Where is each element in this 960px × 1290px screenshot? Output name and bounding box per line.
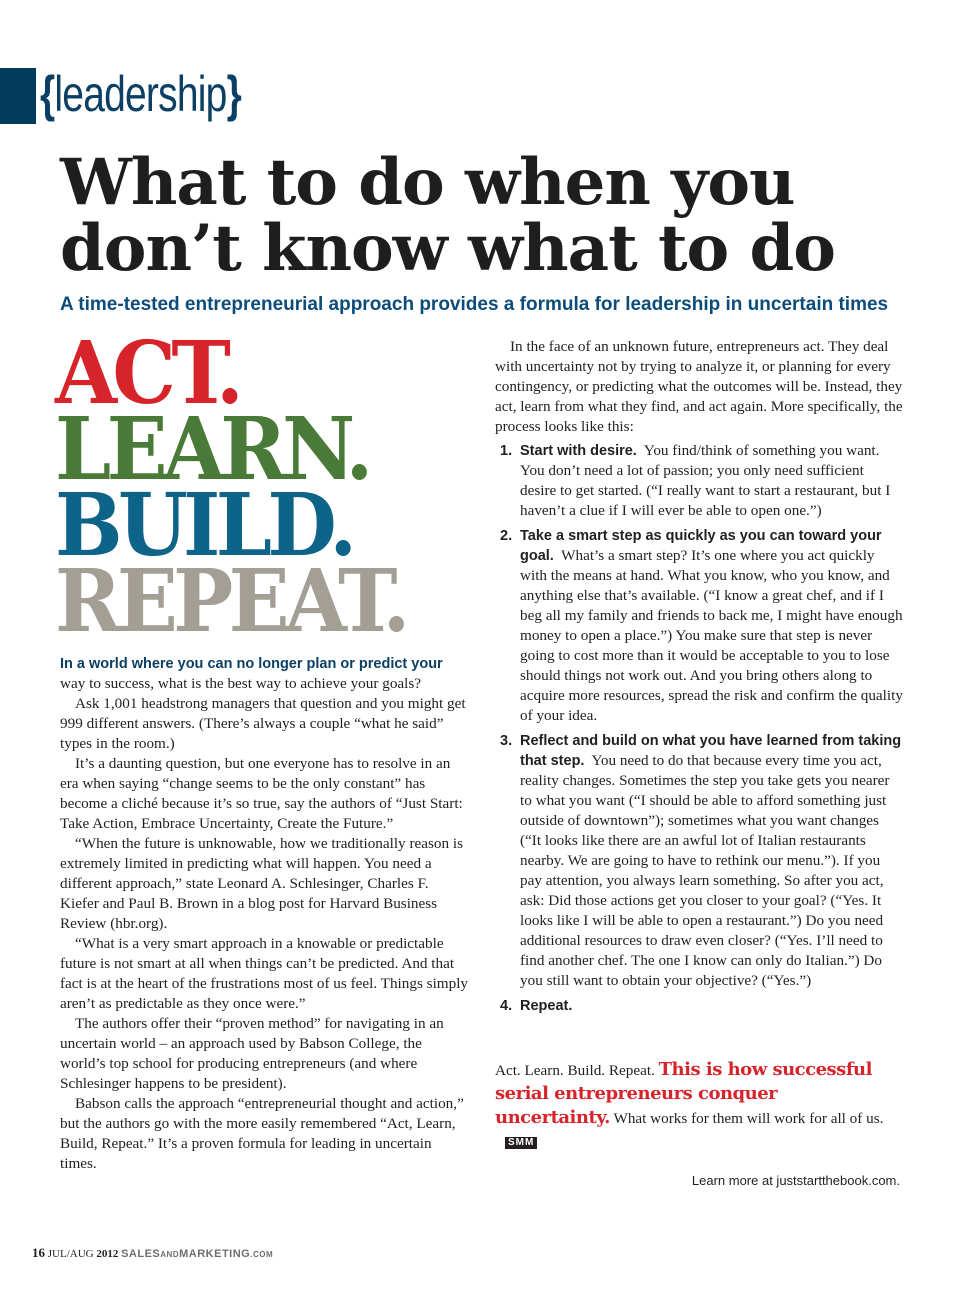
- lead-paragraph: [60, 654, 468, 694]
- page-number: 16: [32, 1245, 45, 1260]
- step-text: What’s a smart step? It’s one where you act quickly with the means at hand. What you know, who you know, and anything else that’s available. (“I know a great chef, and if I beg all my family and friends to back me, I might have enough money to open a place.”) You make sure that step is never going to cost more than it would be acceptable to you to lose should things not work out. And you bring others along to acquire more resources, spread the risk and confirm the quality of your idea.: [520, 547, 903, 724]
- step-title: Take a smart step as quickly as you can toward your goal.: [520, 528, 882, 564]
- section-label-text: leadership: [54, 66, 227, 122]
- publication-name-part: MARKETING: [179, 1248, 251, 1260]
- headline-line-2: don’t know what to do: [60, 211, 835, 286]
- body-paragraph: Ask 1,001 headstrong managers that question and you might get 999 different answers. (There’s always a couple “what he said” types in the room.): [60, 695, 466, 752]
- publication-name-and: AND: [160, 1250, 180, 1259]
- step-number: 2.: [500, 528, 513, 544]
- smm-logo: SMM: [505, 1137, 537, 1149]
- big-word-act: ACT.: [55, 323, 240, 424]
- section-bracket-open: {: [40, 66, 55, 122]
- steps-list: [495, 441, 903, 1016]
- step-title: Repeat.: [520, 998, 573, 1014]
- subhead: A time-tested entrepreneurial approach provides a formula for leadership in uncertain times: [60, 294, 889, 315]
- section-bracket-close: }: [226, 66, 241, 122]
- lead-rest: way to success, what is the best way to achieve your goals?: [60, 675, 422, 692]
- publication-name: [121, 1248, 273, 1260]
- body-paragraph: Babson calls the approach “entrepreneurial thought and action,” but the authors go with the more easily remembered “Act, Learn, Build, Repeat.” It’s a proven formula for leading in uncertain times.: [60, 1095, 464, 1172]
- closing-paragraph: [495, 1058, 895, 1153]
- body-paragraph: It’s a daunting question, but one everyone has to resolve in an era when saying “change seems to be the only constant” has become a cliché because it’s so true, say the authors of “Just Start: Take Action, Embrace Uncertainty, Create the Future.”: [60, 755, 463, 832]
- big-word-repeat: REPEAT.: [55, 551, 406, 652]
- left-column: [60, 654, 468, 1174]
- body-paragraph: “What is a very smart approach in a knowable or predictable future is not smart at all when things can’t be predicted. And that fact is at the heart of the frustrations most of us feel. Things simply aren’t as predictable as they once were.”: [60, 935, 469, 1012]
- step-number: 4.: [500, 998, 513, 1014]
- step-item: [495, 996, 903, 1016]
- publication-name-com: .COM: [250, 1250, 274, 1259]
- section-label: [40, 62, 241, 126]
- right-column: [495, 337, 903, 1021]
- closing-rest: What works for them will work for all of us.: [613, 1110, 884, 1127]
- issue-date: JUL/AUG: [47, 1248, 94, 1260]
- step-text: You need to do that because every time you act, reality changes. Sometimes the step you take gets you nearer to what you want (“I should be able to afford something just outside of downtown”); sometimes what you want changes (“It looks like there are an awful lot of Italian restaurants nearby. We are going to have to rethink our menu.”). If you pay attention, you always learn something. So after you act, ask: Did those actions get you closer to your goal? (“Yes. It looks like I will be able to open a restaurant.”) Do you need additional resources to draw even closer? (“Yes. I’ll need to find another chef. The one I know can only do Italian.”) Do you still want to obtain your objective? (“Yes.”): [520, 752, 890, 989]
- lead-bold: In a world where you can no longer plan or predict your: [60, 656, 443, 672]
- step-item: [495, 526, 903, 726]
- headline-line-1: What to do when you: [60, 145, 795, 220]
- headline: [60, 145, 920, 286]
- big-word-build: BUILD.: [55, 475, 353, 576]
- closing-lead: Act. Learn. Build. Repeat.: [495, 1062, 655, 1079]
- step-text: You find/think of something you want. You don’t need a lot of passion; you only need sufficient desire to get started. (“I really want to start a restaurant, but I haven’t a clue if I will ever be able to open one.”): [520, 442, 891, 519]
- step-item: [495, 731, 903, 991]
- step-number: 1.: [500, 443, 513, 459]
- closing-highlight: This is how successful serial entrepreneurs conquer uncertainty.: [495, 1059, 872, 1128]
- body-paragraph: “When the future is unknowable, how we traditionally reason is extremely limited in predicting what will happen. You need a different approach,” state Leonard A. Schlesinger, Charles F. Kiefer and Paul B. Brown in a blog post for Harvard Business Review (hbr.org).: [60, 835, 464, 932]
- intro-paragraph: In the face of an unknown future, entrepreneurs act. They deal with uncertainty not by trying to analyze it, or planning for every contingency, or predicting what the outcomes will be. Instead, they act, learn from what they find, and act again. More specifically, the process looks like this:: [495, 338, 903, 435]
- step-number: 3.: [500, 733, 513, 749]
- big-word-learn: LEARN.: [55, 399, 369, 500]
- step-title: Start with desire.: [520, 443, 637, 459]
- page-footer: [32, 1245, 273, 1261]
- step-title: Reflect and build on what you have learned from taking that step.: [520, 733, 902, 769]
- publication-name-part: SALES: [121, 1248, 161, 1260]
- big-words-block: [55, 323, 475, 652]
- issue-year: 2012: [96, 1248, 119, 1260]
- learn-more-link[interactable]: Learn more at juststartthebook.com.: [691, 1173, 900, 1188]
- step-item: [495, 441, 903, 521]
- section-color-bar: [0, 68, 36, 124]
- body-paragraph: The authors offer their “proven method” for navigating in an uncertain world – an approach used by Babson College, the world’s top school for producing entrepreneurs (and where Schlesinger happens to be president).: [60, 1015, 444, 1092]
